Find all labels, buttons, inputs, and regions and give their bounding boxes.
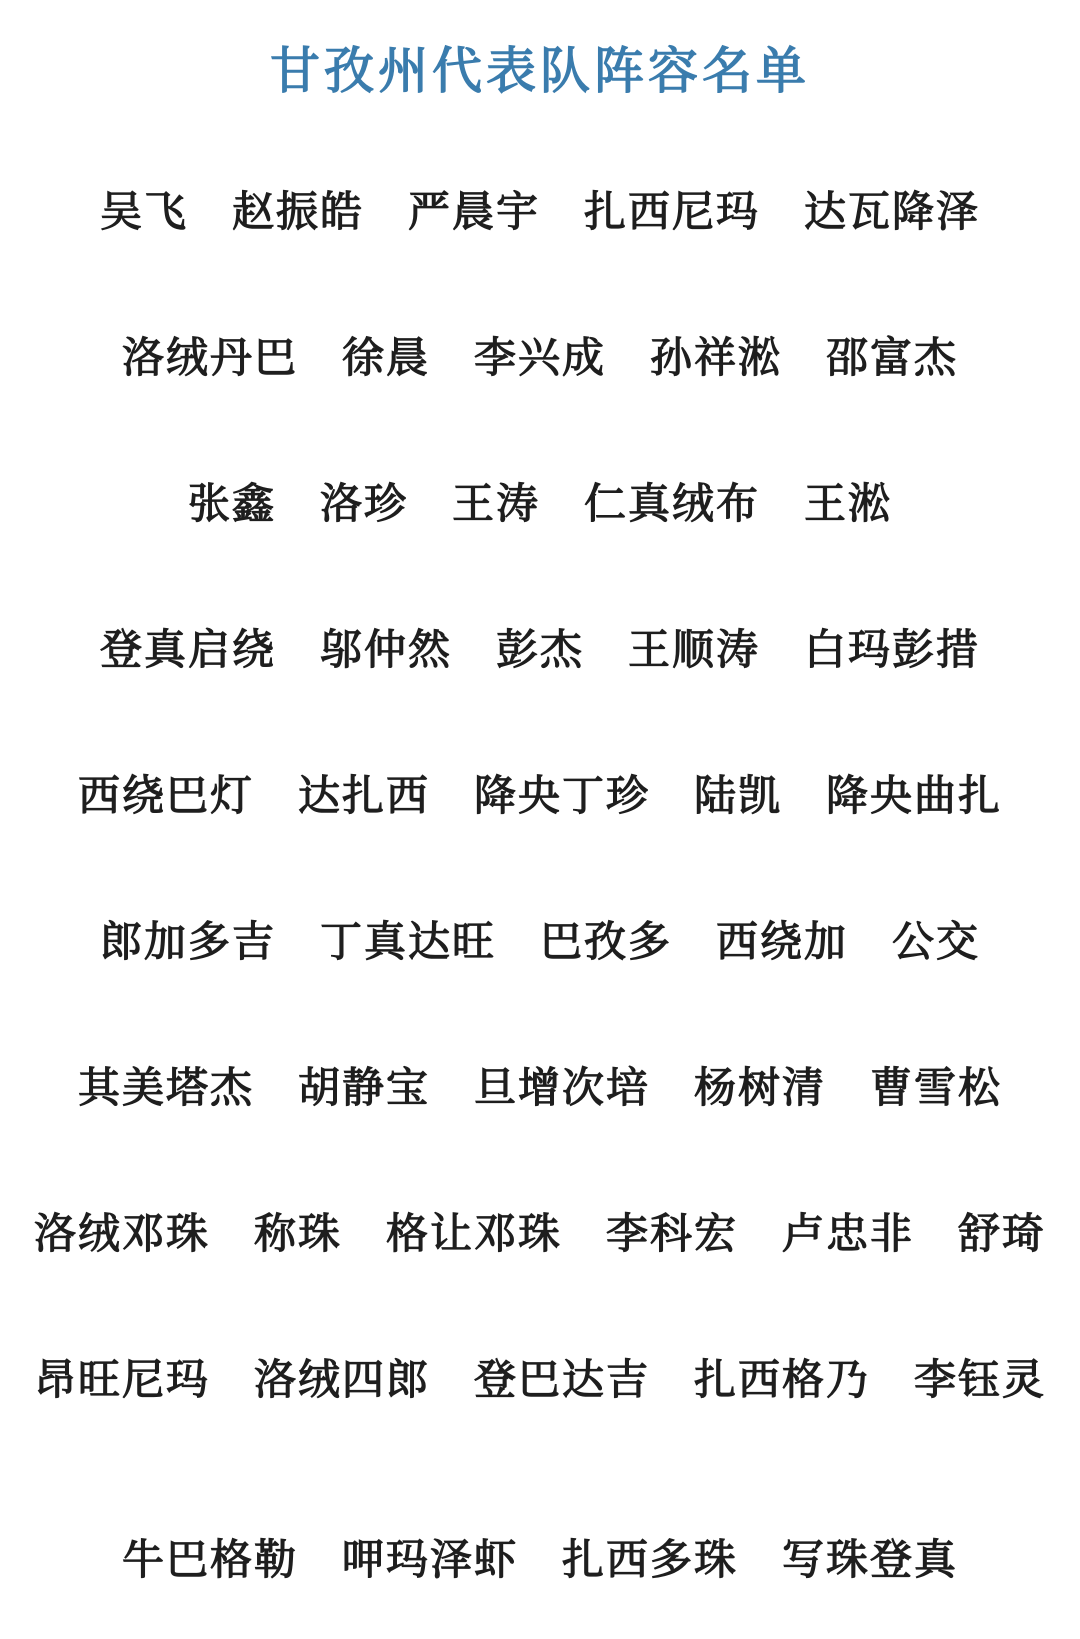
player-name: 郎加多吉 (99, 918, 276, 965)
player-name: 降央丁珍 (473, 772, 650, 819)
roster-row (0, 1058, 1080, 1118)
roster-row (0, 328, 1080, 388)
player-name: 呷玛泽虾 (341, 1536, 518, 1583)
player-name: 西绕巴灯 (77, 772, 254, 819)
roster-row (0, 912, 1080, 972)
player-name: 其美塔杰 (77, 1064, 254, 1111)
player-name: 昂旺尼玛 (33, 1356, 210, 1403)
player-name: 仁真绒布 (584, 480, 761, 527)
player-name: 彭杰 (495, 626, 584, 673)
player-name: 张鑫 (187, 480, 276, 527)
player-name: 扎西格乃 (694, 1356, 871, 1403)
roster-list (0, 182, 1080, 1590)
player-name: 洛珍 (319, 480, 408, 527)
player-name: 曹雪松 (870, 1064, 1003, 1111)
player-name: 降央曲扎 (826, 772, 1003, 819)
player-name: 李钰灵 (914, 1356, 1047, 1403)
player-name: 李科宏 (606, 1210, 739, 1257)
player-name: 巴孜多 (539, 918, 672, 965)
player-name: 李兴成 (473, 334, 606, 381)
player-name: 王顺涛 (628, 626, 761, 673)
player-name: 牛巴格勒 (121, 1536, 298, 1583)
player-name: 吴飞 (99, 188, 188, 235)
player-name: 徐晨 (341, 334, 430, 381)
player-name: 邬仲然 (319, 626, 452, 673)
player-name: 舒琦 (958, 1210, 1047, 1257)
player-name: 称珠 (253, 1210, 342, 1257)
player-name: 孙祥淞 (650, 334, 783, 381)
player-name: 扎西多珠 (562, 1536, 739, 1583)
player-name: 西绕加 (716, 918, 849, 965)
page-title: 甘孜州代表队阵容名单 (270, 43, 810, 99)
roster-row (0, 1204, 1080, 1264)
player-name: 胡静宝 (297, 1064, 430, 1111)
player-name: 旦增次培 (473, 1064, 650, 1111)
player-name: 达瓦降泽 (804, 188, 981, 235)
player-name: 登真启绕 (99, 626, 276, 673)
player-name: 公交 (892, 918, 981, 965)
player-name: 格让邓珠 (385, 1210, 562, 1257)
player-name: 王淞 (804, 480, 893, 527)
player-name: 白玛彭措 (804, 626, 981, 673)
player-name: 丁真达旺 (319, 918, 496, 965)
roster-row (0, 182, 1080, 242)
player-name: 达扎西 (297, 772, 430, 819)
player-name: 陆凯 (694, 772, 783, 819)
roster-row (0, 620, 1080, 680)
roster-row (0, 766, 1080, 826)
player-name: 洛绒邓珠 (33, 1210, 210, 1257)
player-name: 扎西尼玛 (584, 188, 761, 235)
player-name: 严晨宇 (407, 188, 540, 235)
roster-row (0, 474, 1080, 534)
roster-row (0, 1350, 1080, 1410)
player-name: 洛绒丹巴 (121, 334, 298, 381)
player-name: 登巴达吉 (473, 1356, 650, 1403)
player-name: 赵振皓 (231, 188, 364, 235)
player-name: 卢忠非 (782, 1210, 915, 1257)
player-name: 王涛 (451, 480, 540, 527)
player-name: 杨树清 (694, 1064, 827, 1111)
player-name: 洛绒四郎 (253, 1356, 430, 1403)
player-name: 邵富杰 (826, 334, 959, 381)
roster-row (0, 1530, 1080, 1590)
player-name: 写珠登真 (782, 1536, 959, 1583)
